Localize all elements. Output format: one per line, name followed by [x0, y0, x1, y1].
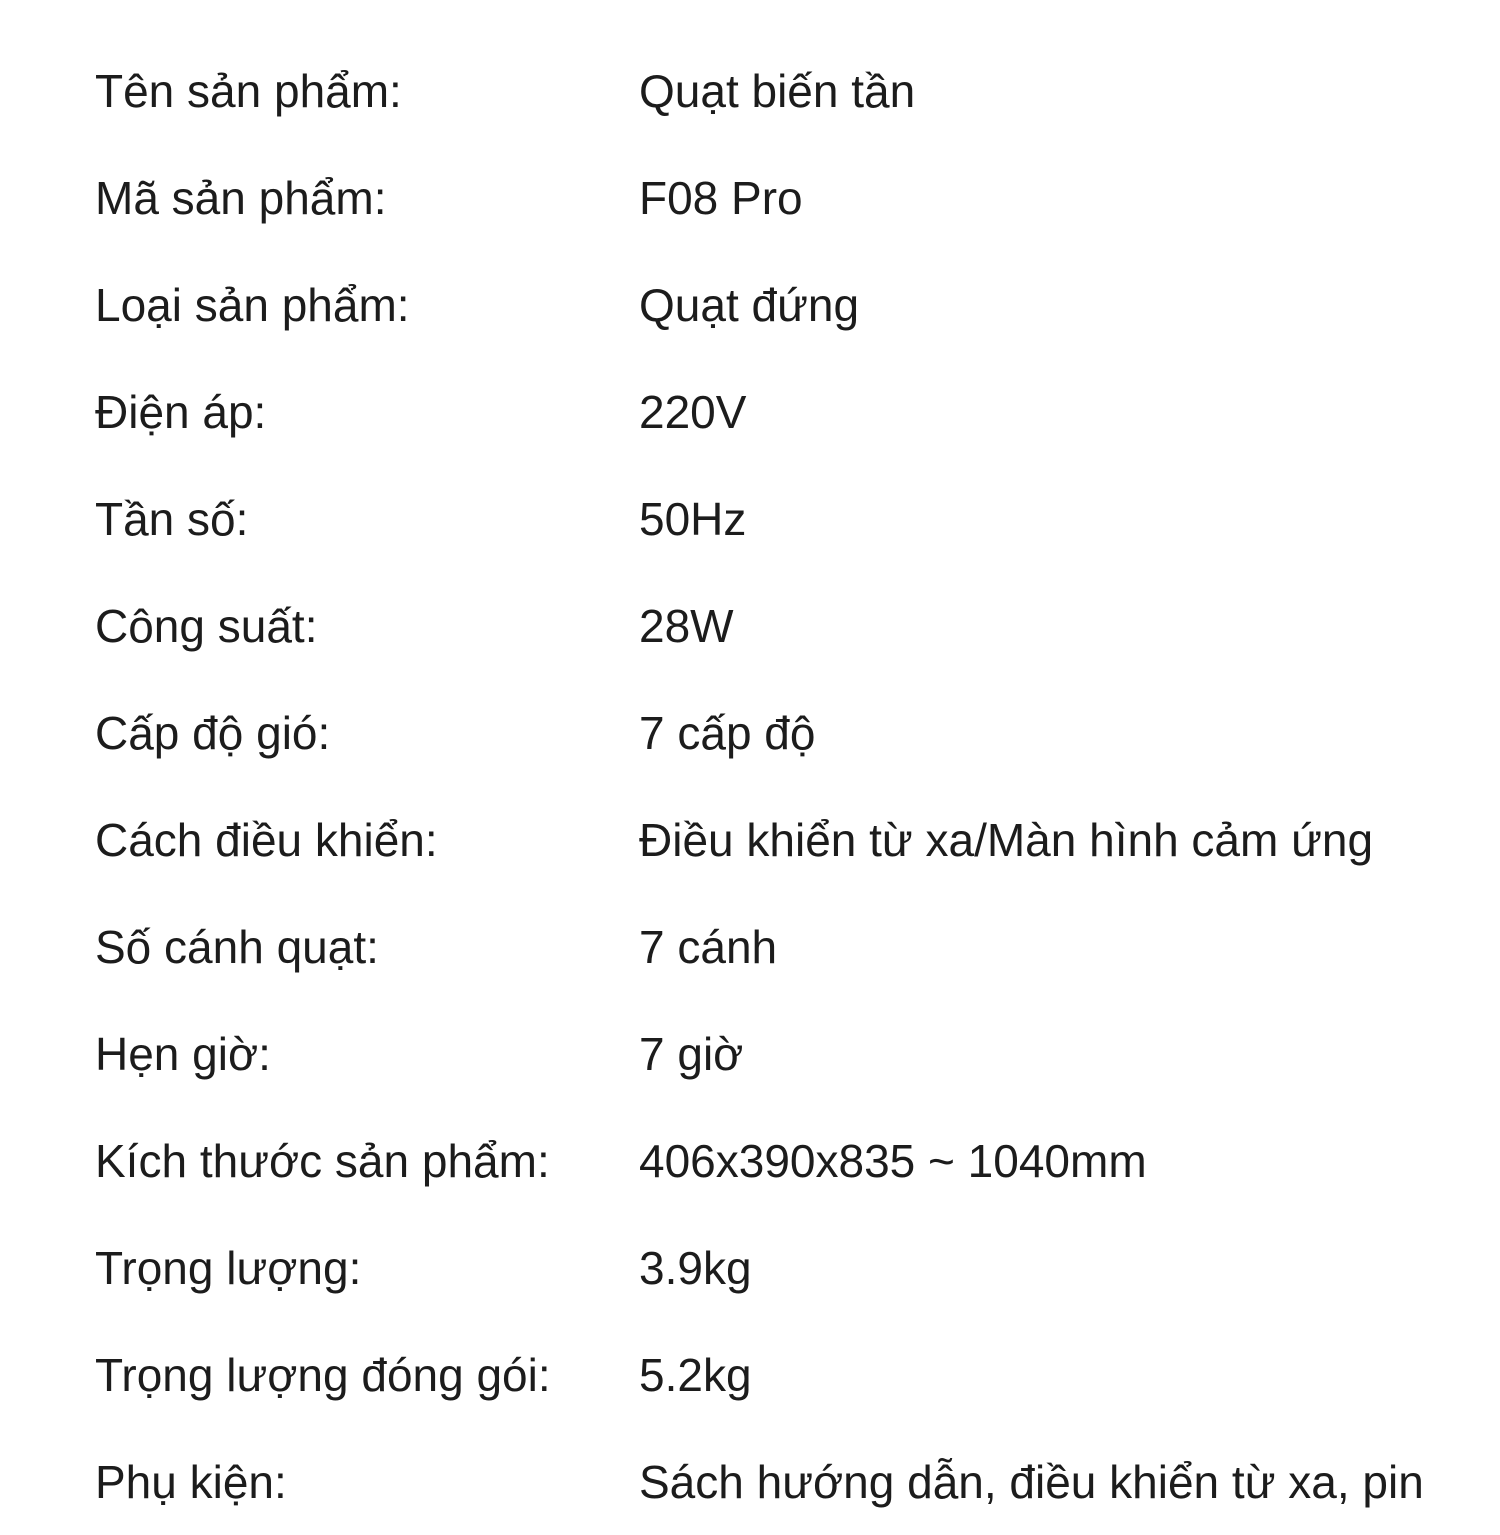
- spec-value: 7 giờ: [639, 1027, 744, 1080]
- spec-row-timer: [95, 1000, 1485, 1107]
- spec-label: Tần số:: [95, 492, 249, 545]
- spec-row-power: [95, 572, 1485, 679]
- spec-label: Cách điều khiển:: [95, 813, 438, 866]
- spec-value: Quạt biến tần: [639, 64, 916, 117]
- spec-value: 28W: [639, 599, 734, 652]
- spec-row-accessories: [95, 1428, 1485, 1535]
- spec-label: Phụ kiện:: [95, 1455, 287, 1508]
- spec-label: Điện áp:: [95, 385, 267, 438]
- spec-value: Quạt đứng: [639, 278, 860, 331]
- spec-label: Tên sản phẩm:: [95, 64, 402, 117]
- spec-row-frequency: [95, 465, 1485, 572]
- spec-row-product-code: [95, 144, 1485, 251]
- spec-list: [95, 37, 1485, 1535]
- spec-label: Trọng lượng:: [95, 1241, 362, 1294]
- spec-value: 406x390x835 ~ 1040mm: [639, 1134, 1147, 1187]
- spec-label: Kích thước sản phẩm:: [95, 1134, 550, 1187]
- spec-value: Sách hướng dẫn, điều khiển từ xa, pin: [639, 1455, 1424, 1508]
- spec-value: F08 Pro: [639, 171, 803, 224]
- spec-label: Công suất:: [95, 599, 318, 652]
- spec-row-wind-levels: [95, 679, 1485, 786]
- spec-value: Điều khiển từ xa/Màn hình cảm ứng: [639, 813, 1374, 866]
- spec-label: Số cánh quạt:: [95, 920, 379, 973]
- spec-row-package-weight: [95, 1321, 1485, 1428]
- spec-row-control-method: [95, 786, 1485, 893]
- spec-row-voltage: [95, 358, 1485, 465]
- spec-value: 7 cấp độ: [639, 706, 816, 759]
- spec-label: Hẹn giờ:: [95, 1027, 271, 1080]
- spec-value: 3.9kg: [639, 1241, 752, 1294]
- spec-label: Loại sản phẩm:: [95, 278, 410, 331]
- spec-row-blade-count: [95, 893, 1485, 1000]
- spec-label: Cấp độ gió:: [95, 706, 331, 759]
- spec-row-weight: [95, 1214, 1485, 1321]
- spec-value: 220V: [639, 385, 747, 438]
- spec-label: Trọng lượng đóng gói:: [95, 1348, 551, 1401]
- spec-row-product-name: [95, 37, 1485, 144]
- spec-value: 5.2kg: [639, 1348, 752, 1401]
- spec-row-product-type: [95, 251, 1485, 358]
- spec-label: Mã sản phẩm:: [95, 171, 387, 224]
- spec-value: 50Hz: [639, 492, 747, 545]
- spec-row-dimensions: [95, 1107, 1485, 1214]
- spec-value: 7 cánh: [639, 920, 778, 973]
